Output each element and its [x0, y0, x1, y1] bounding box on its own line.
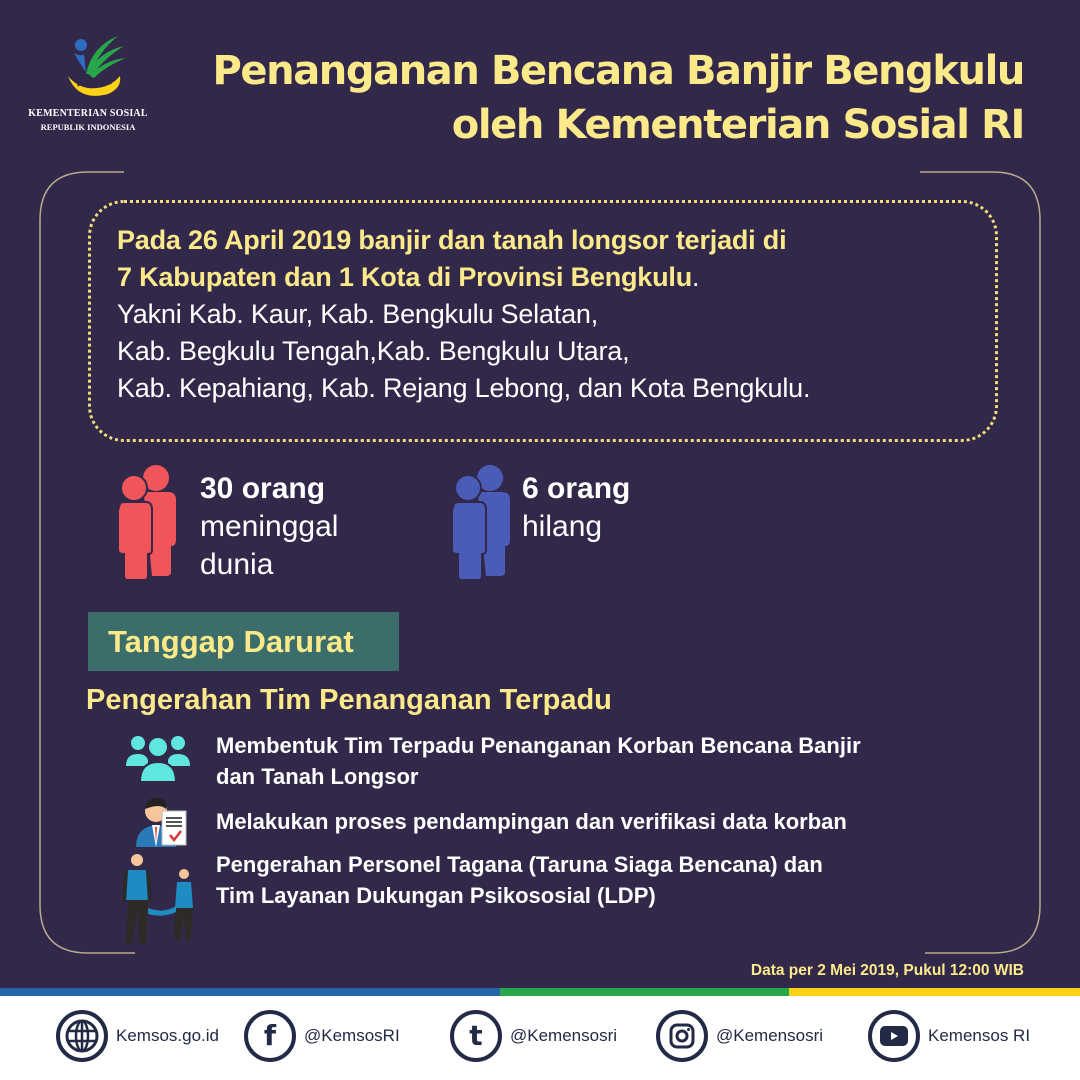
social-label-instagram: @Kemensosri — [716, 1026, 824, 1045]
social-label-youtube: Kemensos RI — [928, 1026, 1031, 1045]
action-3-line2: Tim Layanan Dukungan Psikososial (LDP) — [216, 883, 656, 908]
people-blue-icon — [448, 462, 514, 580]
kemensos-emblem-icon — [48, 24, 128, 102]
stat-deaths — [114, 462, 338, 584]
social-label-website: Kemsos.go.id — [116, 1026, 219, 1045]
action-item-3 — [216, 849, 823, 911]
social-label-facebook: @KemsosRI — [304, 1026, 400, 1045]
social-link-youtube[interactable] — [868, 1010, 1030, 1062]
stat-deaths-label2: dunia — [200, 548, 274, 581]
stat-deaths-count: 30 orang — [200, 472, 326, 505]
title-line1: Penanganan Bencana Banjir Bengkulu — [212, 48, 1024, 94]
stat-missing-label: hilang — [522, 510, 603, 543]
info-highlight-line2: 7 Kabupaten dan 1 Kota di Provinsi Bengkulu — [117, 262, 692, 292]
stripe-blue — [0, 988, 500, 996]
officer-document-icon — [134, 793, 190, 847]
action-3-line1: Pengerahan Personel Tagana (Taruna Siaga Bencana) dan — [216, 852, 823, 877]
section-title: Pengerahan Tim Penanganan Terpadu — [86, 684, 612, 716]
logo-text-line1: KEMENTERIAN SOSIAL — [28, 108, 148, 119]
stripe-yellow — [789, 988, 1080, 996]
action-2-line1: Melakukan proses pendampingan dan verifikasi data korban — [216, 809, 847, 834]
data-date-note: Data per 2 Mei 2019, Pukul 12:00 WIB — [750, 962, 1024, 979]
team-group-icon — [126, 732, 190, 782]
social-link-facebook[interactable] — [244, 1010, 400, 1062]
stat-missing — [448, 462, 630, 580]
stat-deaths-label1: meninggal — [200, 510, 339, 543]
info-line5: Kab. Kepahiang, Kab. Rejang Lebong, dan Kota Bengkulu. — [117, 373, 811, 403]
action-1-line1: Membentuk Tim Terpadu Penanganan Korban Bencana Banjir — [216, 733, 861, 758]
rescue-stretcher-icon — [114, 852, 204, 950]
social-footer — [0, 996, 1080, 1080]
globe-icon — [56, 1010, 108, 1062]
action-1-line2: dan Tanah Longsor — [216, 764, 419, 789]
stripe-green — [500, 988, 789, 996]
info-line3: Yakni Kab. Kaur, Kab. Bengkulu Selatan, — [117, 299, 599, 329]
instagram-icon — [656, 1010, 708, 1062]
twitter-icon: t — [450, 1010, 502, 1062]
social-label-twitter: @Kemensosri — [510, 1026, 618, 1045]
stat-deaths-text — [200, 470, 338, 584]
title-line2: oleh Kementerian Sosial RI — [451, 102, 1024, 148]
info-period: . — [692, 262, 700, 292]
social-link-twitter[interactable] — [450, 1010, 617, 1062]
page-title — [212, 44, 1024, 152]
info-text — [117, 222, 810, 407]
people-red-icon — [114, 462, 180, 580]
kemensos-logo — [28, 24, 148, 132]
action-item-2 — [216, 806, 847, 837]
section-badge-tanggap-darurat: Tanggap Darurat — [88, 612, 399, 671]
action-item-1 — [216, 730, 861, 792]
social-link-instagram[interactable] — [656, 1010, 823, 1062]
social-link-website[interactable] — [56, 1010, 219, 1062]
info-highlight-line1: Pada 26 April 2019 banjir dan tanah longsor terjadi di — [117, 225, 787, 255]
info-line4: Kab. Begkulu Tengah,Kab. Bengkulu Utara, — [117, 336, 630, 366]
facebook-icon: f — [244, 1010, 296, 1062]
stat-missing-text — [522, 470, 630, 546]
stat-missing-count: 6 orang — [522, 472, 631, 505]
youtube-icon — [868, 1010, 920, 1062]
logo-text-line2: REPUBLIK INDONESIA — [40, 122, 136, 132]
